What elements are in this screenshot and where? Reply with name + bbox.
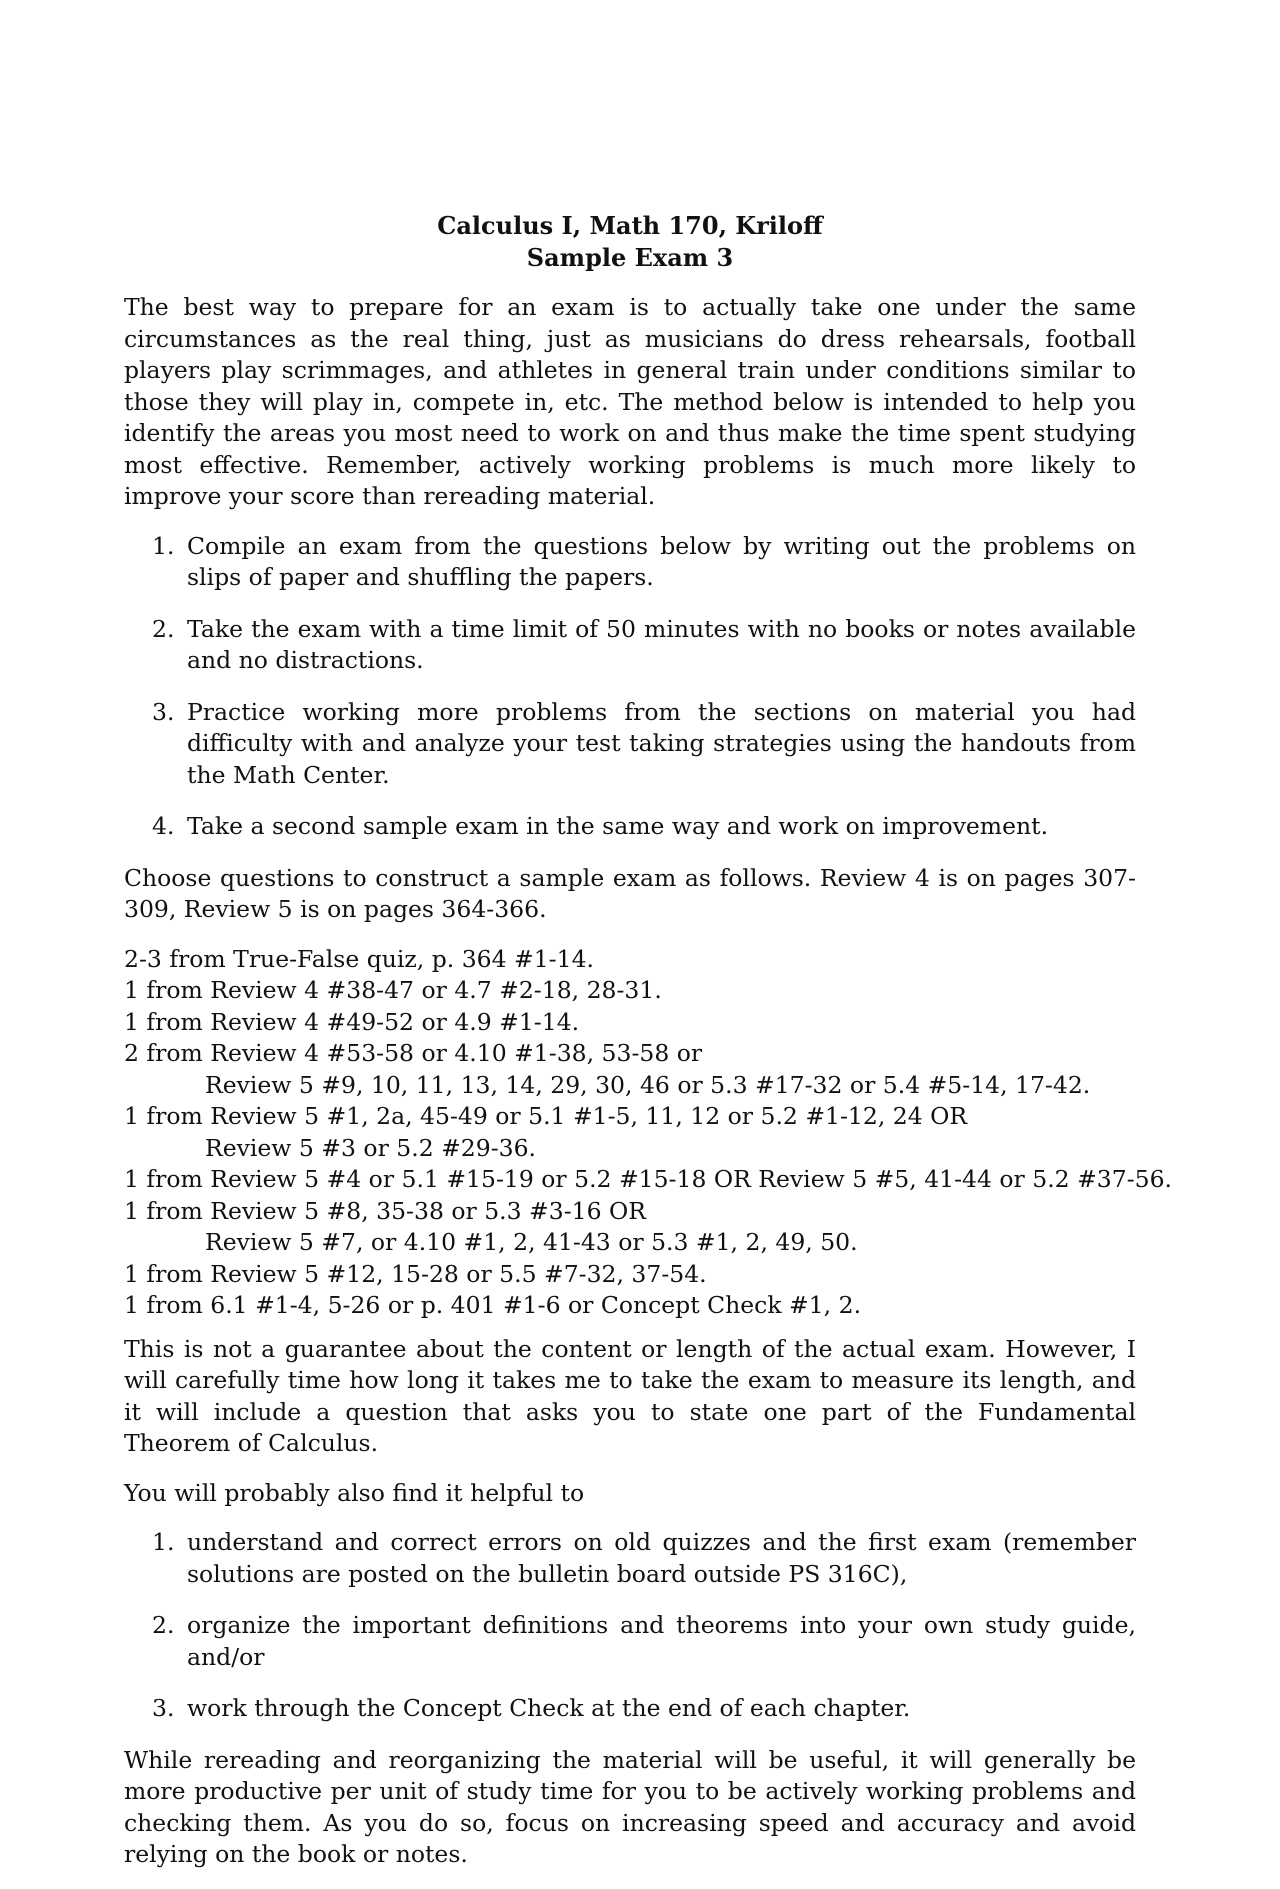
selection-line: 1 from Review 4 #49-52 or 4.9 #1-14. (124, 1007, 580, 1036)
list-item (124, 531, 1136, 594)
list-item (124, 614, 1136, 677)
list-item-number: 2. (152, 614, 175, 643)
selection-line-continued: Review 5 #3 or 5.2 #29-36. (205, 1133, 537, 1162)
selection-line: 1 from Review 4 #38-47 or 4.7 #2-18, 28-31. (124, 976, 662, 1004)
list-item-number: 3. (152, 697, 175, 726)
helpful-intro: You will probably also find it helpful to (124, 1478, 585, 1507)
list-item-number: 2. (152, 1611, 175, 1639)
disclaimer-paragraph: This is not a guarantee about the content or length of the actual exam. However, I will carefully time how long it takes me to take the exam to measure its length, and it will include a question that asks you to state one part of the Fundamental Theorem of Calculus. (124, 1334, 1136, 1457)
list-item (124, 697, 1136, 792)
list-item-text: organize the important definitions and theorems into your own study guide, and/or (187, 1611, 1136, 1671)
page-title: Calculus I, Math 170, Kriloff (437, 211, 823, 240)
title-block (124, 210, 1136, 274)
document-page (124, 210, 1173, 1889)
list-item-number: 4. (152, 812, 175, 840)
list-item-text: work through the Concept Check at the end of each chapter. (187, 1694, 911, 1722)
selection-line: 2 from Review 4 #53-58 or 4.10 #1-38, 53-58 or (124, 1039, 703, 1067)
steps-list (124, 531, 1136, 843)
list-item-number: 1. (152, 531, 175, 560)
selection-line: 1 from Review 5 #4 or 5.1 #15-19 or 5.2 #15-18 OR Review 5 #5, 41-44 or 5.2 #37-56. (124, 1165, 1173, 1193)
list-item-number: 3. (152, 1694, 175, 1722)
selection-line: 2-3 from True-False quiz, p. 364 #1-14. (124, 944, 594, 973)
closing-paragraph: While rereading and reorganizing the material will be useful, it will generally be more productive per unit of study time for you to be actively working problems and checking them. As you do so, focus on increasing speed and accuracy and avoid relying on the book or notes. (124, 1745, 1136, 1868)
page-subtitle: Sample Exam 3 (526, 243, 734, 272)
selection-line: 1 from Review 5 #1, 2a, 45-49 or 5.1 #1-5, 11, 12 or 5.2 #1-12, 24 OR (124, 1102, 968, 1130)
list-item-text: understand and correct errors on old quizzes and the first exam (remember solutions are posted on the bulletin board outside PS 316C), (187, 1528, 1136, 1588)
selection-line: 1 from Review 5 #12, 15-28 or 5.5 #7-32, 37-54. (124, 1259, 707, 1288)
list-item (124, 1610, 1136, 1673)
selection-line: 1 from 6.1 #1-4, 5-26 or p. 401 #1-6 or Concept Check #1, 2. (124, 1291, 862, 1319)
list-item (124, 1693, 1136, 1725)
list-item (124, 1527, 1136, 1590)
list-item-text: Practice working more problems from the sections on material you had difficulty with and analyze your test taking strategies using the handouts from the Math Center. (187, 697, 1136, 789)
selection-line-continued: Review 5 #7, or 4.10 #1, 2, 41-43 or 5.3 #1, 2, 49, 50. (205, 1228, 858, 1256)
question-selection-list (124, 944, 1173, 1322)
selection-line-continued: Review 5 #9, 10, 11, 13, 14, 29, 30, 46 or 5.3 #17-32 or 5.4 #5-14, 17-42. (205, 1070, 1091, 1099)
intro-paragraph: The best way to prepare for an exam is to actually take one under the same circumstances as the real thing, just as musicians do dress rehearsals, football players play scrimmages, and athletes in general train under conditions similar to those they will play in, compete in, etc. The method below is intended to help you identify the areas you most need to work on and thus make the time spent studying most effective. Remember, actively working problems is much more likely to improve your score than rereading material. (124, 293, 1136, 510)
list-item-number: 1. (152, 1528, 175, 1556)
list-item-text: Take a second sample exam in the same way and work on improvement. (187, 812, 1049, 840)
helpful-list (124, 1527, 1136, 1725)
list-item (124, 811, 1136, 843)
choose-intro-paragraph: Choose questions to construct a sample exam as follows. Review 4 is on pages 307-309, Review 5 is on pages 364-366. (124, 863, 1136, 923)
selection-line: 1 from Review 5 #8, 35-38 or 5.3 #3-16 OR (124, 1196, 646, 1225)
list-item-text: Compile an exam from the questions below by writing out the problems on slips of paper and shuffling the papers. (187, 531, 1136, 591)
list-item-text: Take the exam with a time limit of 50 minutes with no books or notes available and no distractions. (187, 614, 1136, 674)
